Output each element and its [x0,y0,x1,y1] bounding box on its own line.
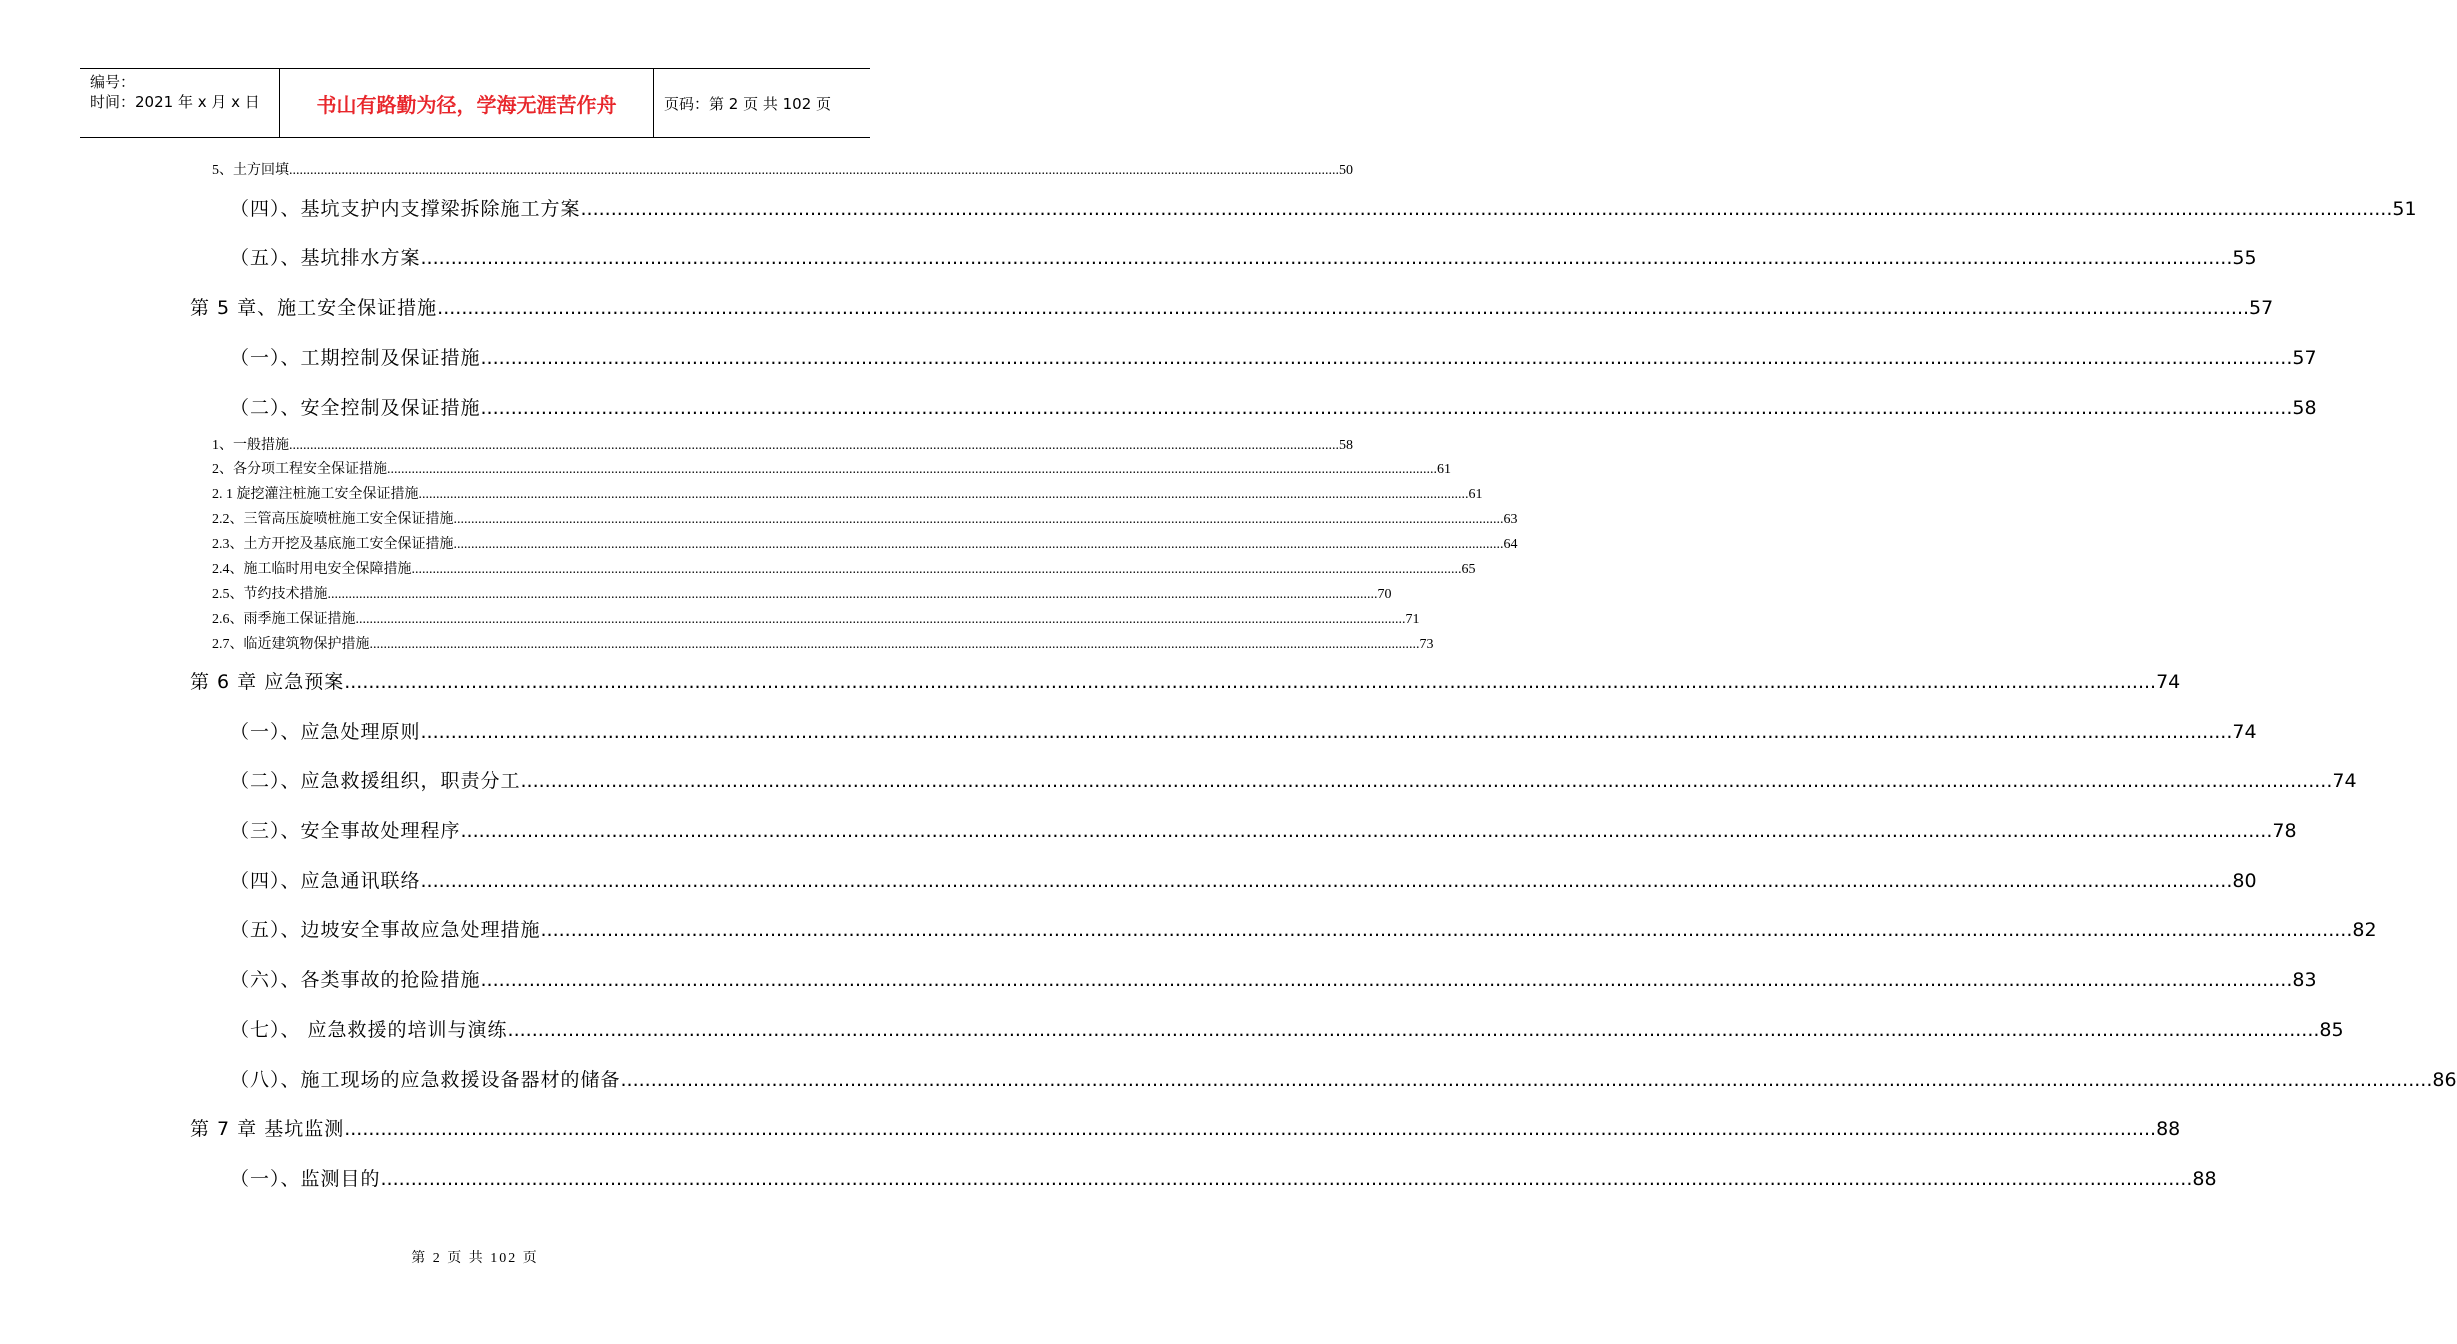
toc-entry[interactable] [230,1166,2217,1192]
toc-entry-label: 2、各分项工程安全保证措施 [212,462,387,477]
toc-entry[interactable] [212,437,1353,455]
toc-entry-page: 61 [1468,487,1483,502]
toc-entry[interactable] [230,1017,2344,1043]
toc-entry[interactable] [230,868,2257,894]
toc-leader: ............................................................................................................................................................................................................................................................................................................ [344,1118,2157,1140]
toc-entry-label: 2.7、临近建筑物保护措施 [212,637,370,652]
toc-entry-page: 88 [2156,1118,2181,1140]
toc-entry-label: 2.2、三管高压旋喷桩施工安全保证措施 [212,512,454,527]
toc-entry[interactable] [230,196,2417,222]
toc-entry[interactable] [230,917,2377,943]
toc-entry[interactable] [230,719,2257,745]
toc-entry[interactable] [212,536,1518,554]
toc-entry-label: 2.4、施工临时用电安全保障措施 [212,562,412,577]
toc-leader: ............................................................................................................................................................................................................................................................................................................ [480,397,2293,419]
toc-entry-label: （四）、基坑支护内支撑梁拆除施工方案 [230,198,581,220]
toc-entry[interactable] [212,461,1451,479]
toc-entry[interactable] [230,967,2317,993]
toc-entry[interactable] [230,245,2257,271]
toc-entry[interactable] [190,295,2274,321]
toc-entry-label: 第 6 章 应急预案 [190,671,345,693]
toc-entry-label: （二）、应急救援组织，职责分工 [230,770,521,792]
toc-entry[interactable] [230,818,2297,844]
toc-leader: ............................................................................................................................................................................................................................................................................................................ [289,438,1339,453]
toc-entry-label: （五）、边坡安全事故应急处理措施 [230,919,541,941]
toc-leader: ............................................................................................................................................................................................................................................................................................................ [369,637,1420,652]
toc-entry-page: 61 [1437,462,1451,477]
toc-leader: ............................................................................................................................................................................................................................................................................................................ [507,1019,2320,1041]
toc-entry-label: 1、一般措施 [212,438,289,453]
toc-entry-label: 2.5、节约技术措施 [212,587,328,602]
toc-entry-page: 50 [1339,163,1353,178]
toc-leader: ............................................................................................................................................................................................................................................................................................................ [380,1168,2193,1190]
toc-entry-page: 51 [2392,198,2417,220]
toc-entry-label: （一）、监测目的 [230,1168,381,1190]
toc-entry-page: 83 [2292,969,2317,991]
toc-entry-label: （三）、安全事故处理程序 [230,820,461,842]
toc-leader: ............................................................................................................................................................................................................................................................................................................ [480,347,2293,369]
toc-entry[interactable] [190,669,2181,695]
motto: 书山有路勤为径，学海无涯苦作舟 [280,69,654,137]
toc-entry-label: 第 5 章、施工安全保证措施 [190,297,438,319]
toc-leader: ............................................................................................................................................................................................................................................................................................................ [418,487,1469,502]
toc-entry-label: 2. 1 旋挖灌注桩施工安全保证措施 [212,487,419,502]
toc-entry-page: 85 [2319,1019,2344,1041]
toc-leader: ............................................................................................................................................................................................................................................................................................................ [420,721,2233,743]
toc-entry-page: 57 [2249,297,2274,319]
toc-leader: ............................................................................................................................................................................................................................................................................................................ [387,462,1437,477]
page-footer: 第 2 页 共 102 页 [411,1251,539,1266]
toc-leader: ............................................................................................................................................................................................................................................................................................................ [420,247,2233,269]
toc-entry-label: 2.6、雨季施工保证措施 [212,612,356,627]
toc-leader: ............................................................................................................................................................................................................................................................................................................ [344,671,2157,693]
toc-entry[interactable] [212,511,1518,529]
toc-entry-page: 80 [2232,870,2257,892]
toc-leader: ............................................................................................................................................................................................................................................................................................................ [480,969,2293,991]
toc-leader: ............................................................................................................................................................................................................................................................................................................ [420,870,2233,892]
toc-entry-page: 88 [2192,1168,2217,1190]
toc-entry[interactable] [212,586,1392,604]
toc-leader: ............................................................................................................................................................................................................................................................................................................ [460,820,2273,842]
toc-entry[interactable] [212,162,1353,180]
toc-leader: ............................................................................................................................................................................................................................................................................................................ [453,512,1504,527]
toc-leader: ............................................................................................................................................................................................................................................................................................................ [520,770,2333,792]
toc-leader: ............................................................................................................................................................................................................................................................................................................ [453,537,1504,552]
toc-leader: ............................................................................................................................................................................................................................................................................................................ [289,163,1339,178]
header-info-cell [80,69,280,137]
toc-entry-page: 74 [2332,770,2357,792]
toc-entry-label: （六）、各类事故的抢险措施 [230,969,481,991]
toc-leader: ............................................................................................................................................................................................................................................................................................................ [355,612,1406,627]
toc-entry-label: 2.3、土方开挖及基底施工安全保证措施 [212,537,454,552]
toc-leader: ............................................................................................................................................................................................................................................................................................................ [327,587,1378,602]
toc-leader: ............................................................................................................................................................................................................................................................................................................ [437,297,2250,319]
toc-entry-label: （一）、应急处理原则 [230,721,421,743]
toc-entry-page: 58 [1339,438,1353,453]
toc-entry[interactable] [230,1067,2457,1093]
toc-leader: ............................................................................................................................................................................................................................................................................................................ [540,919,2353,941]
toc-leader: ............................................................................................................................................................................................................................................................................................................ [620,1069,2433,1091]
toc-entry[interactable] [230,345,2317,371]
number-label: 编号： [90,73,136,91]
toc-entry-page: 58 [2292,397,2317,419]
toc-entry-label: （七）、 应急救援的培训与演练 [230,1019,508,1041]
toc-entry-page: 74 [2232,721,2257,743]
toc-entry[interactable] [212,636,1434,654]
toc-entry-label: （二）、安全控制及保证措施 [230,397,481,419]
header-table [80,68,870,138]
toc-entry[interactable] [212,486,1483,504]
toc-entry-page: 71 [1405,612,1420,627]
time-label: 时间：2021 年 x 月 x 日 [90,93,260,111]
toc-entry[interactable] [230,768,2357,794]
toc-entry-page: 73 [1419,637,1434,652]
toc-entry-page: 55 [2232,247,2257,269]
page-info: 页码：第 2 页 共 102 页 [664,94,832,113]
toc-entry-label: 5、土方回填 [212,163,289,178]
toc-entry[interactable] [190,1116,2181,1142]
toc-entry[interactable] [212,611,1420,629]
toc-entry-page: 65 [1461,562,1476,577]
toc-entry-label: （一）、工期控制及保证措施 [230,347,481,369]
toc-entry-page: 57 [2292,347,2317,369]
toc-entry[interactable] [212,561,1476,579]
toc-entry-label: （五）、基坑排水方案 [230,247,421,269]
toc-entry-page: 86 [2432,1069,2457,1091]
toc-entry-page: 78 [2272,820,2297,842]
toc-entry-page: 82 [2352,919,2377,941]
toc-entry-page: 74 [2156,671,2181,693]
toc-entry-page: 63 [1503,512,1518,527]
toc-entry-label: 第 7 章 基坑监测 [190,1118,345,1140]
toc-entry[interactable] [230,395,2317,421]
toc-entry-page: 70 [1377,587,1392,602]
toc-entry-label: （四）、应急通讯联络 [230,870,421,892]
toc-leader: ............................................................................................................................................................................................................................................................................................................ [411,562,1462,577]
toc-leader: ............................................................................................................................................................................................................................................................................................................ [580,198,2393,220]
toc-entry-label: （八）、施工现场的应急救援设备器材的储备 [230,1069,621,1091]
toc-entry-page: 64 [1503,537,1518,552]
